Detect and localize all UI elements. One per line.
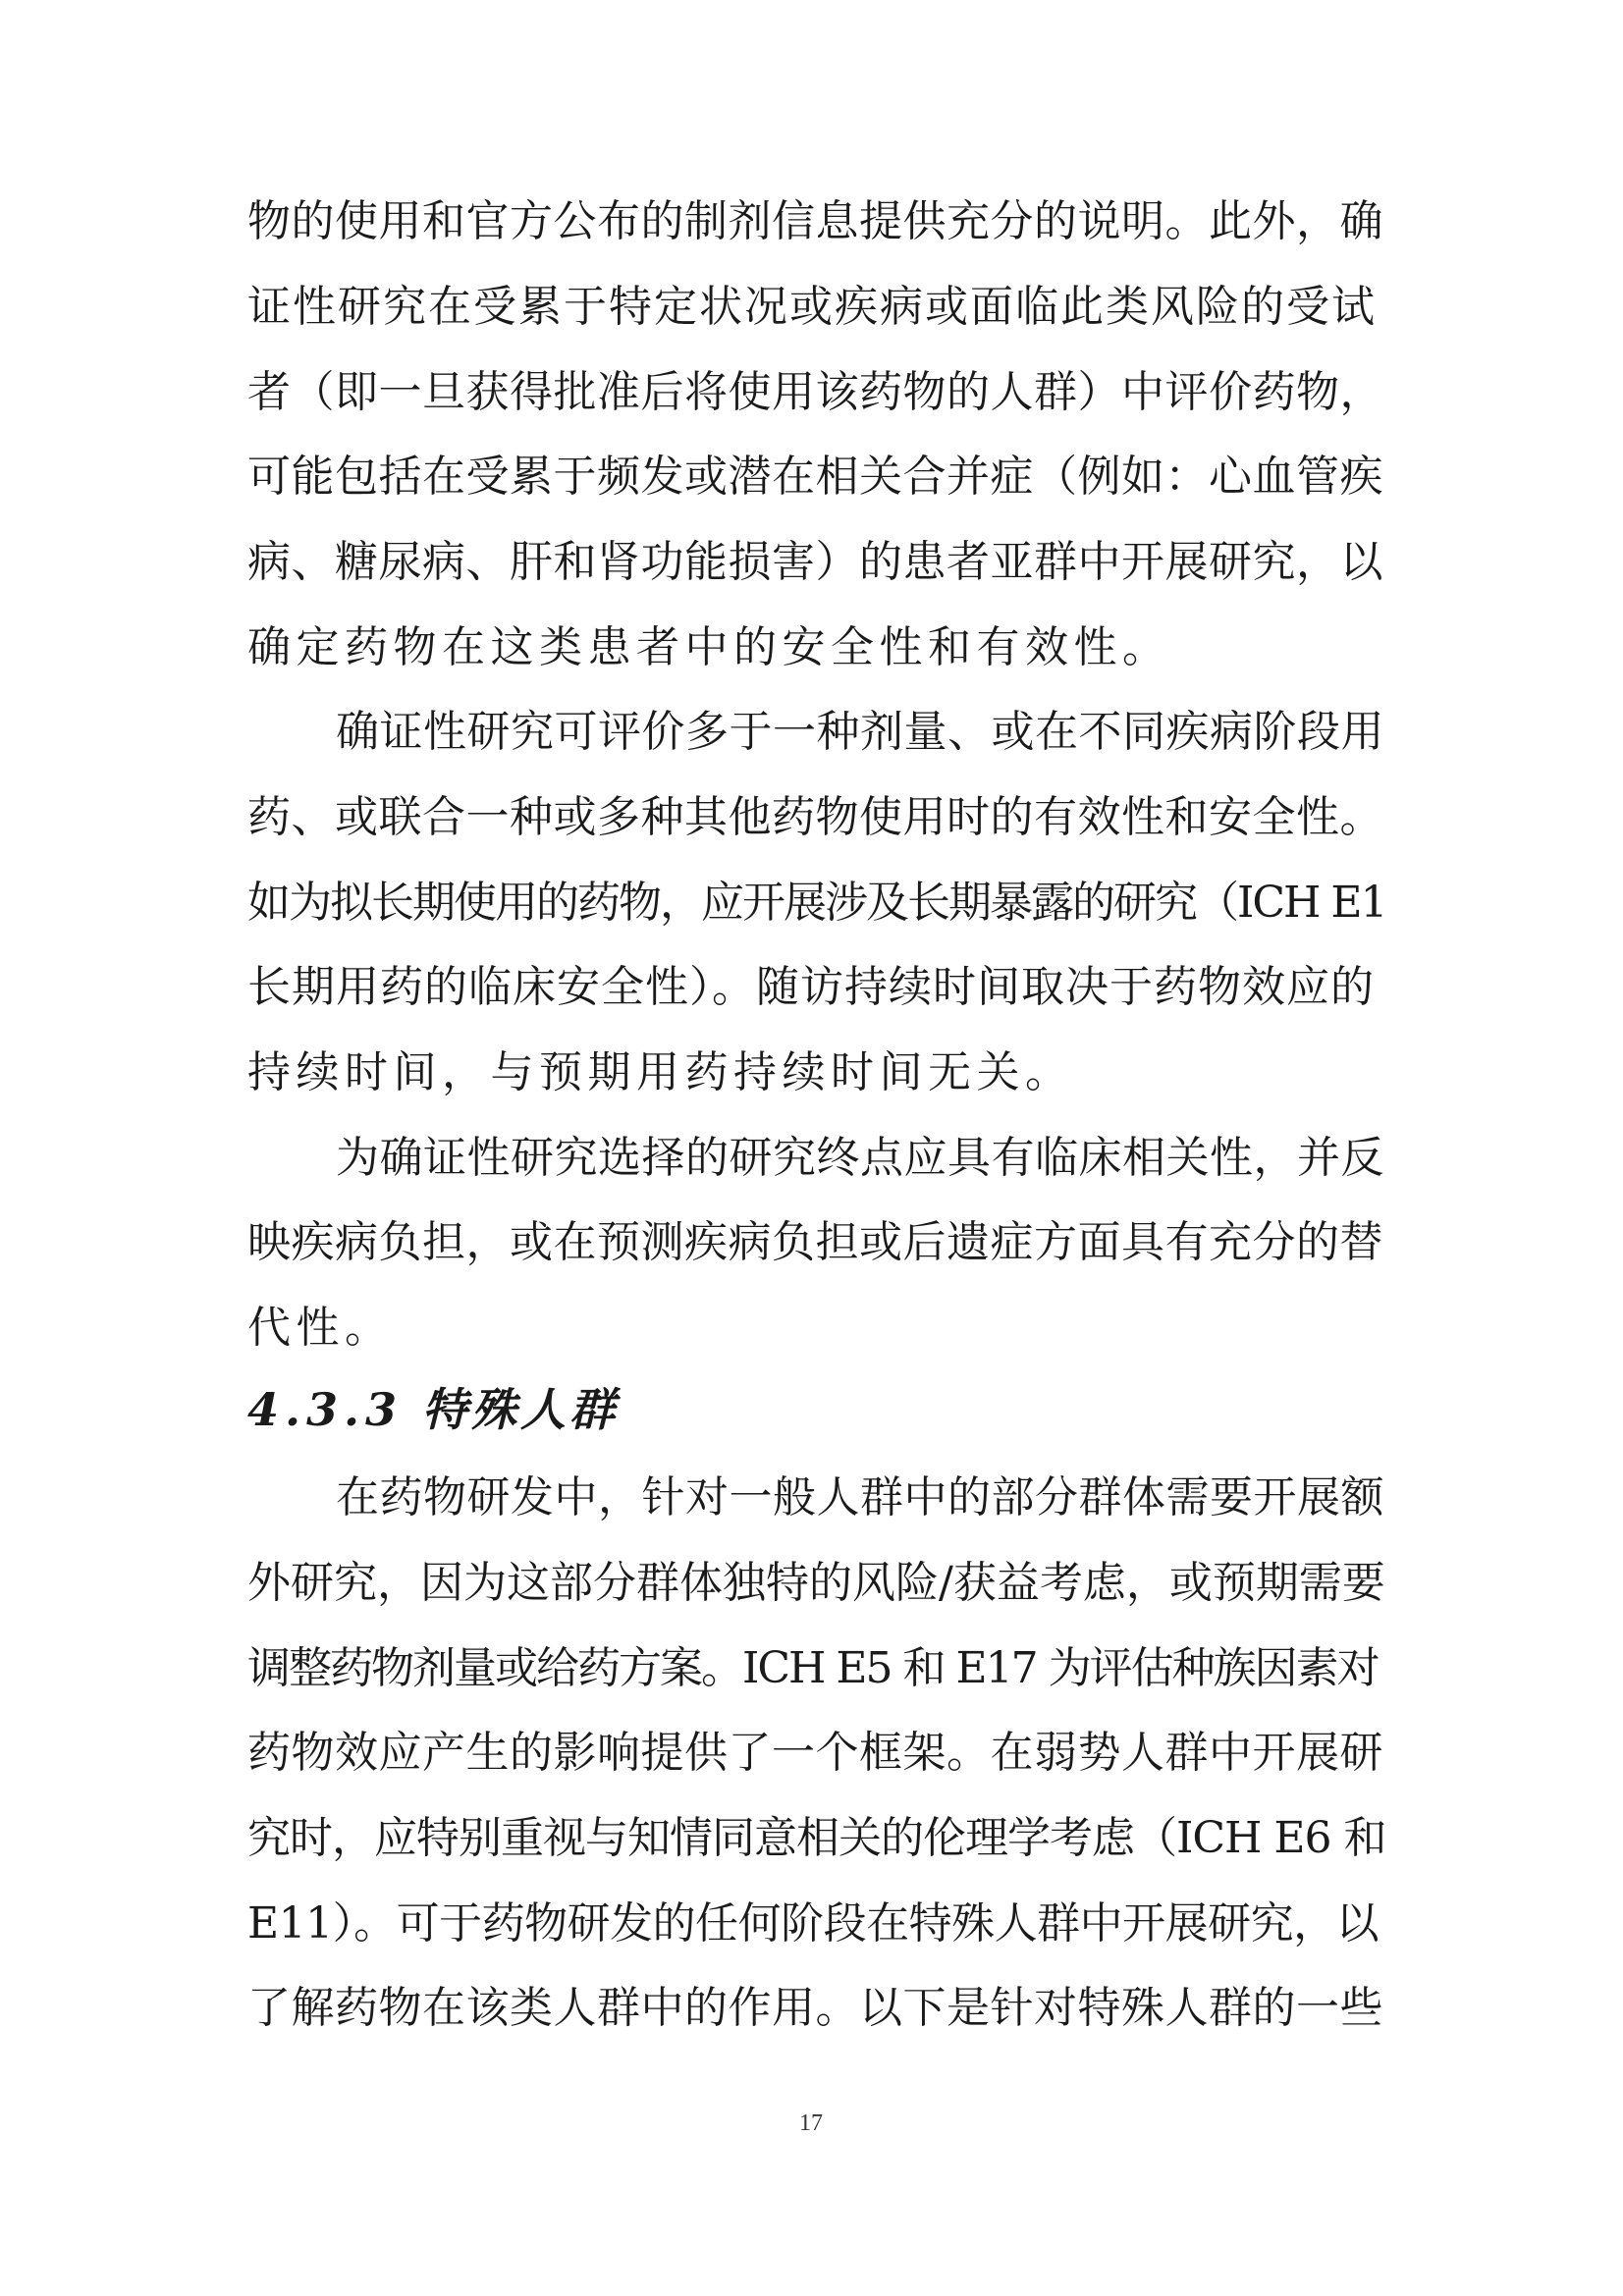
text-line: 确定药物在这类患者中的安全性和有效性。 xyxy=(247,622,1171,672)
section-number: 4.3.3 xyxy=(247,1383,404,1436)
text-line: 外研究，因为这部分群体独特的风险/获益考虑，或预期需要 xyxy=(247,1558,1385,1608)
text-line: 者（即一旦获得批准后将使用该药物的人群）中评价药物， xyxy=(247,367,1383,417)
text-line: 物的使用和官方公布的制剂信息提供充分的说明。此外，确 xyxy=(247,196,1383,246)
text-line: 为确证性研究选择的研究终点应具有临床相关性，并反 xyxy=(336,1133,1384,1183)
text-line: 可能包括在受累于频发或潜在相关合并症（例如：心血管疾 xyxy=(247,452,1383,502)
text-line: 药、或联合一种或多种其他药物使用时的有效性和安全性。 xyxy=(247,792,1383,842)
text-line: 病、糖尿病、肝和肾功能损害）的患者亚群中开展研究，以 xyxy=(247,537,1383,587)
text-line: 持续时间，与预期用药持续时间无关。 xyxy=(247,1047,1074,1097)
text-line: 映疾病负担，或在预测疾病负担或后遗症方面具有充分的替 xyxy=(247,1217,1383,1267)
text-line: 药物效应产生的影响提供了一个框架。在弱势人群中开展研 xyxy=(247,1728,1383,1778)
text-line: E11）。可于药物研发的任何阶段在特殊人群中开展研究，以 xyxy=(247,1898,1380,1949)
text-line: 究时，应特别重视与知情同意相关的伦理学考虑（ICH E6 和 xyxy=(247,1813,1386,1863)
text-line: 确证性研究可评价多于一种剂量、或在不同疾病阶段用 xyxy=(336,707,1384,757)
text-line: 代性。 xyxy=(247,1303,394,1353)
text-line: 在药物研发中，针对一般人群中的部分群体需要开展额 xyxy=(336,1472,1384,1522)
page-number: 17 xyxy=(799,2110,823,2136)
text-line: 证性研究在受累于特定状况或疾病或面临此类风险的受试 xyxy=(247,282,1377,332)
text-line: 长期用药的临床安全性）。随访持续时间取决于药物效应的 xyxy=(247,962,1375,1012)
section-heading xyxy=(247,1378,1386,1441)
text-line: 如为拟长期使用的药物，应开展涉及长期暴露的研究（ICH E1 xyxy=(247,878,1386,928)
section-title: 特殊人群 xyxy=(422,1383,619,1436)
text-line: 调整药物剂量或给药方案。ICH E5 和 E17 为评估种族因素对 xyxy=(247,1643,1379,1693)
text-line: 了解药物在该类人群中的作用。以下是针对特殊人群的一些 xyxy=(247,1983,1383,2033)
